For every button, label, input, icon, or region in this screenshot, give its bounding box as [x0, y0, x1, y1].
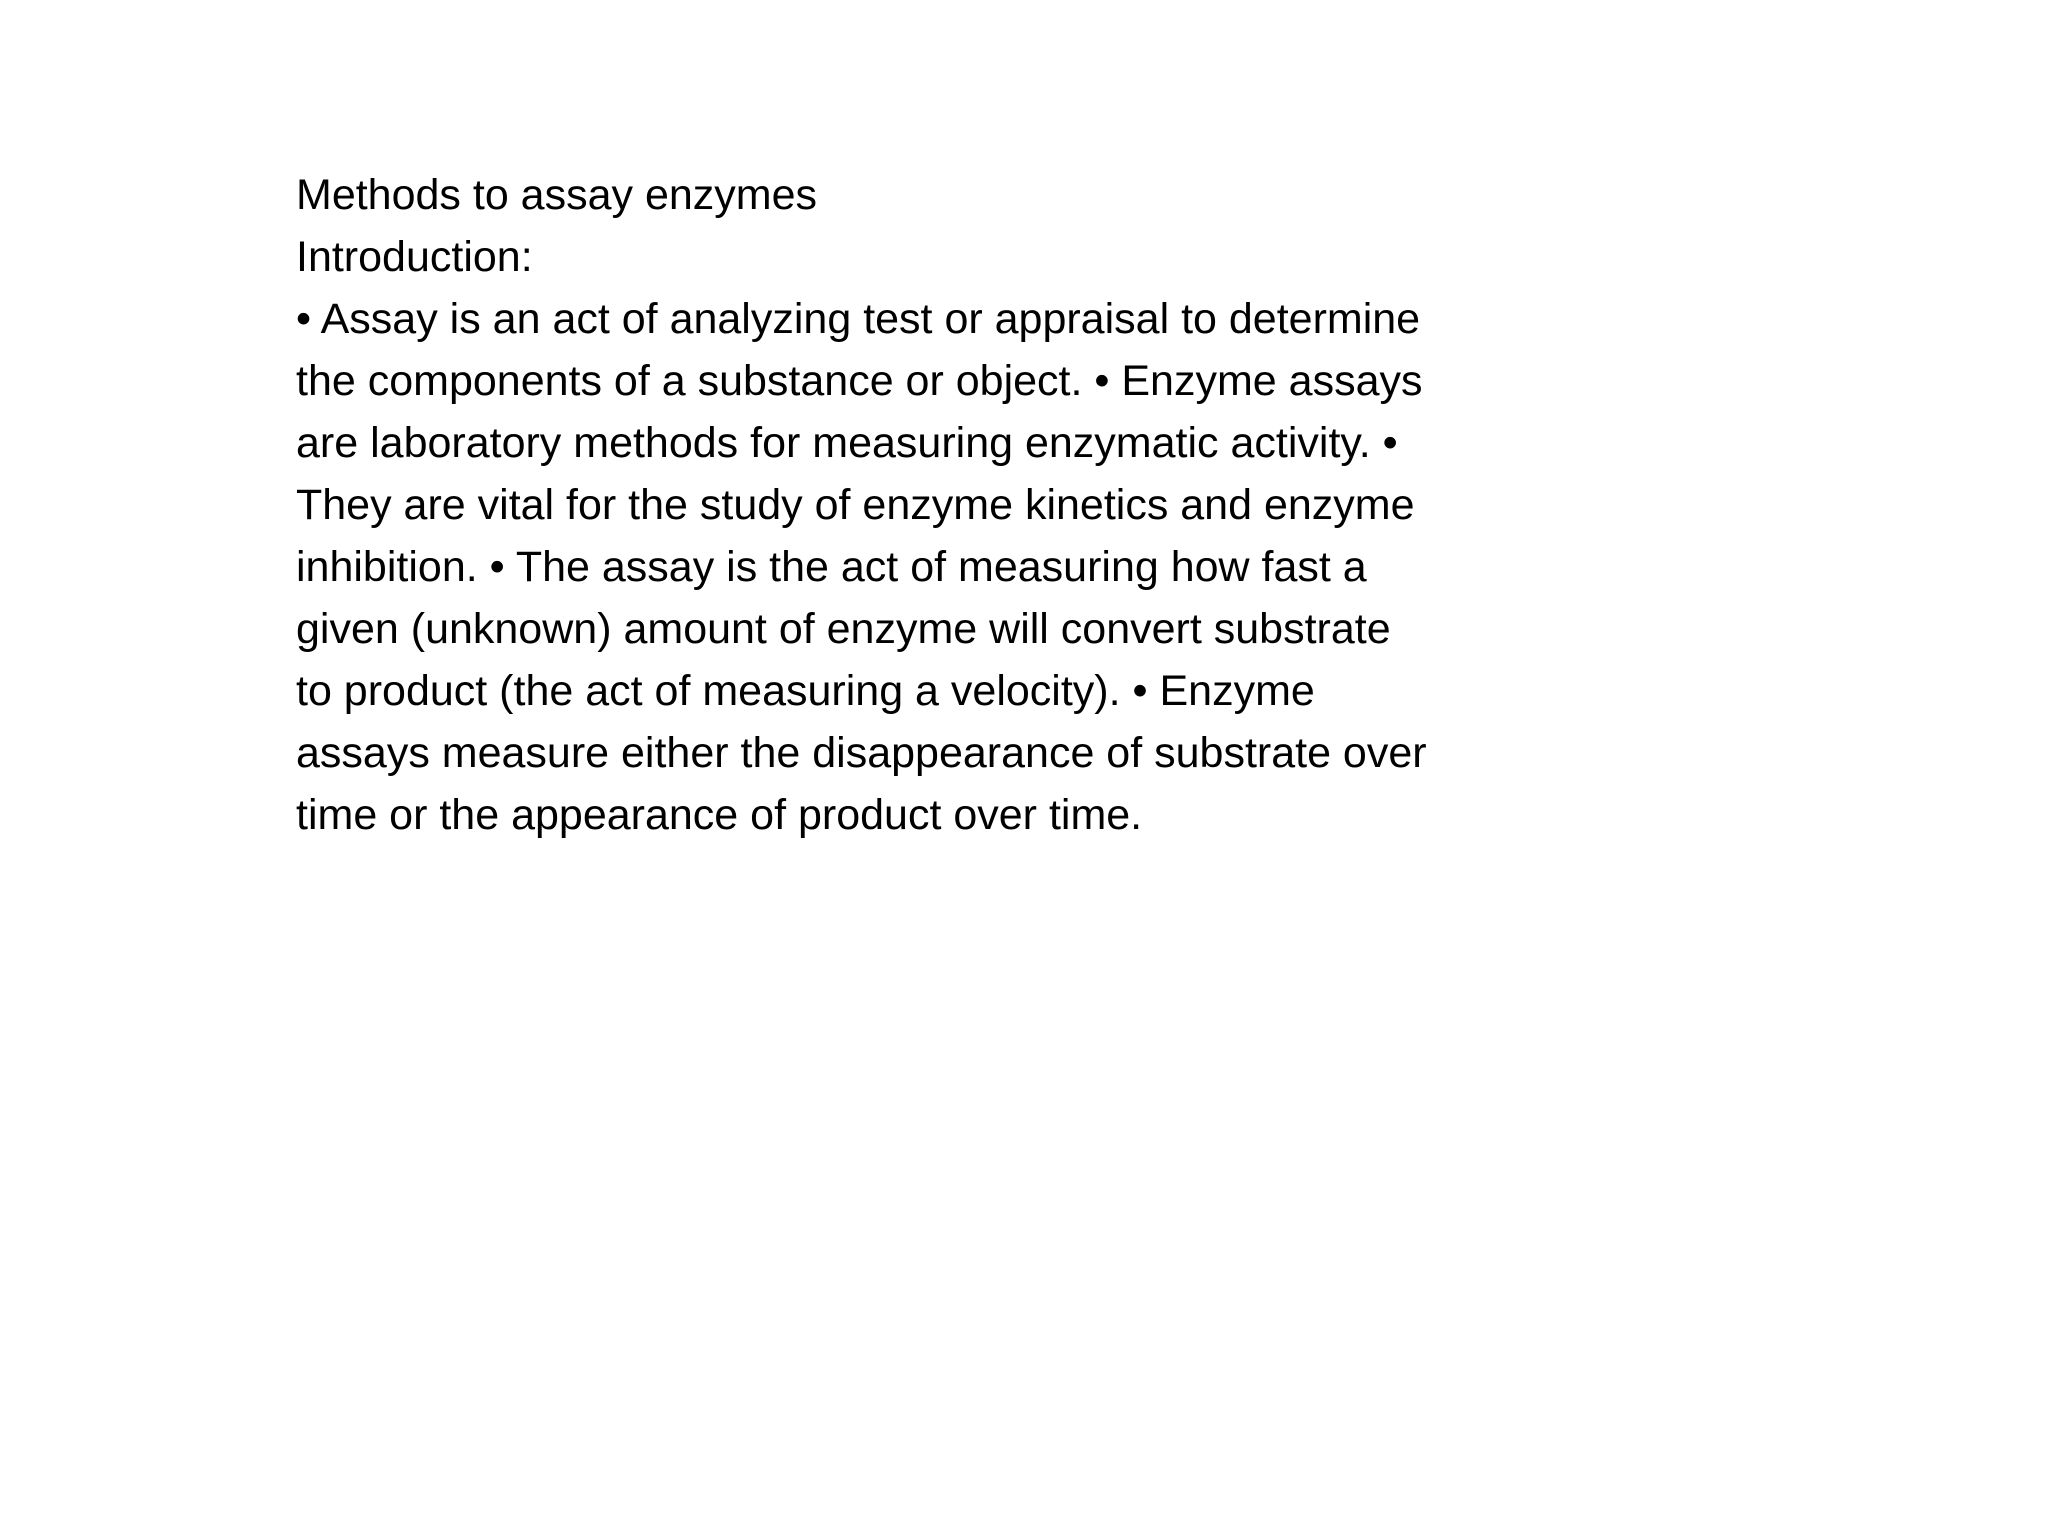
body-line: time or the appearance of product over time.: [296, 791, 1143, 839]
body-line: to product (the act of measuring a velocity). • Enzyme: [296, 667, 1315, 715]
body-line: They are vital for the study of enzyme kinetics and enzyme: [296, 481, 1415, 529]
body-line: inhibition. • The assay is the act of measuring how fast a: [296, 543, 1367, 591]
body-line: the components of a substance or object. • Enzyme assays: [296, 357, 1423, 405]
body-line: given (unknown) amount of enzyme will convert substrate: [296, 605, 1391, 653]
body-line: assays measure either the disappearance of substrate over: [296, 729, 1427, 777]
text-block: [296, 164, 1586, 846]
body-line: are laboratory methods for measuring enzymatic activity. •: [296, 419, 1398, 467]
document-title: Methods to assay enzymes: [296, 171, 818, 219]
section-heading: Introduction:: [296, 233, 533, 281]
body-line: • Assay is an act of analyzing test or appraisal to determine: [296, 295, 1421, 343]
